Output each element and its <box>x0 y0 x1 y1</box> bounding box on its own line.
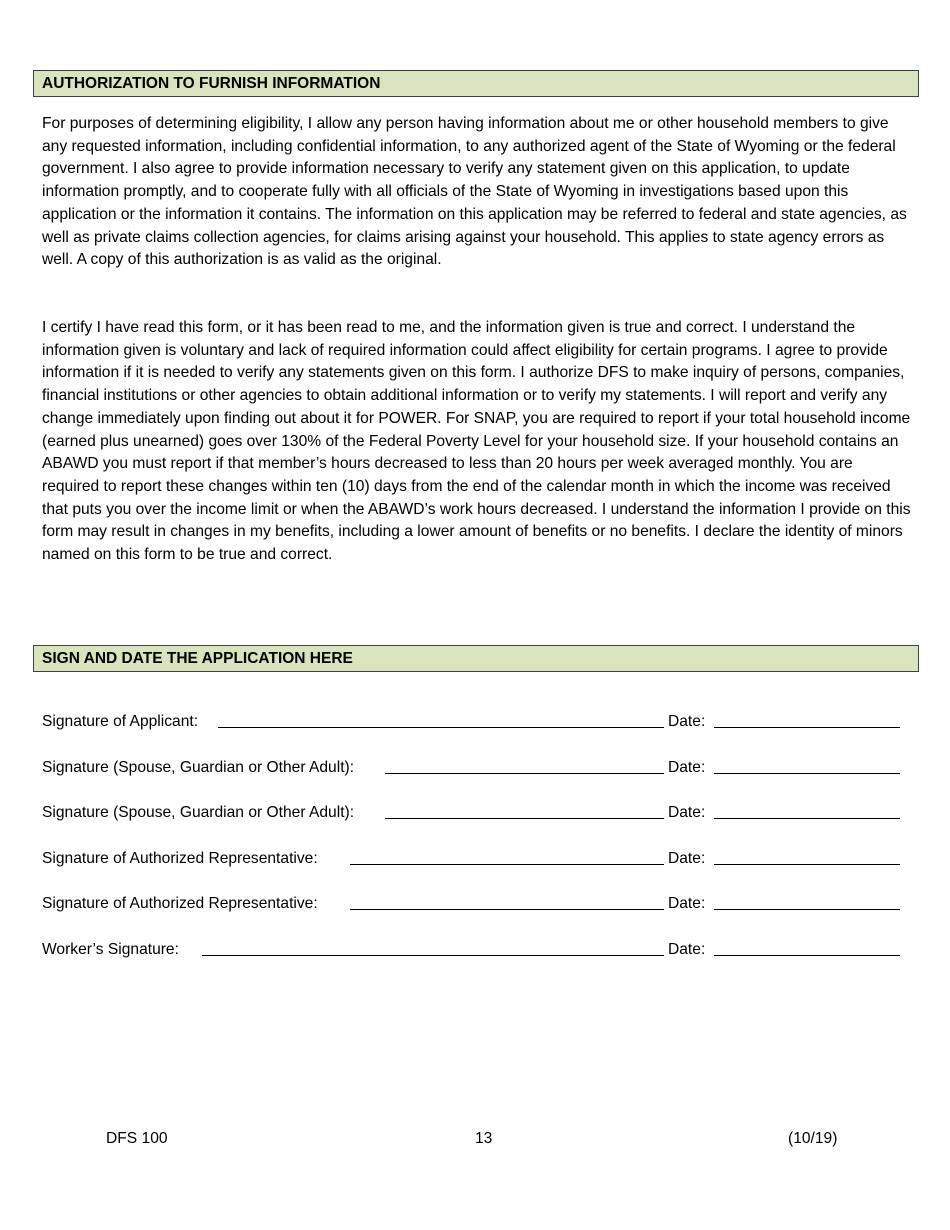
date-label: Date: <box>668 713 706 730</box>
signature-row-representative-1 <box>42 848 902 870</box>
signature-row-applicant <box>42 711 902 733</box>
certification-paragraph: I certify I have read this form, or it has been read to me, and the information given is true and correct. I understand the information given is voluntary and lack of required information could affect eligibility for certain programs. I agree to provide information if it is needed to verify any statements given on this form. I authorize DFS to make inquiry of persons, companies, financial institutions or other agencies to obtain additional information or to verify my statements. I will report and verify any change immediately upon finding out about it for POWER. For SNAP, you are required to report if your total household income (earned plus unearned) goes over 130% of the Federal Poverty Level for your household size. If your household contains an ABAWD you must report if that member’s hours decreased to less than 20 hours per week averaged monthly. You are required to report these changes within ten (10) days from the end of the calendar month in which the income was received that puts you over the income limit or when the ABAWD’s work hours decreased. I understand the information I provide on this form may result in changes in my benefits, including a lower amount of benefits or no benefits. I declare the identity of minors named on this form to be true and correct. <box>42 319 911 564</box>
worker-date-field[interactable] <box>714 939 900 956</box>
applicant-signature-field[interactable] <box>218 711 664 728</box>
sign-section-header: SIGN AND DATE THE APPLICATION HERE <box>33 645 919 672</box>
date-label: Date: <box>668 759 706 776</box>
spouse-date-field-1[interactable] <box>714 757 900 774</box>
signature-row-worker <box>42 939 902 961</box>
spouse-date-field-2[interactable] <box>714 802 900 819</box>
footer-form-id: DFS 100 <box>106 1130 168 1147</box>
applicant-date-field[interactable] <box>714 711 900 728</box>
footer-revision: (10/19) <box>788 1130 838 1147</box>
worker-signature-field[interactable] <box>202 939 664 956</box>
date-label: Date: <box>668 895 706 912</box>
signature-label: Signature of Authorized Representative: <box>42 893 322 915</box>
signature-label: Signature (Spouse, Guardian or Other Adult): <box>42 802 358 824</box>
spouse-signature-field-1[interactable] <box>385 757 664 774</box>
date-label: Date: <box>668 804 706 821</box>
representative-date-field-2[interactable] <box>714 893 900 910</box>
signature-label: Worker’s Signature: <box>42 939 183 961</box>
signature-row-representative-2 <box>42 893 902 915</box>
representative-signature-field-1[interactable] <box>350 848 664 865</box>
date-label: Date: <box>668 941 706 958</box>
date-label: Date: <box>668 850 706 867</box>
footer-page-number: 13 <box>475 1130 493 1147</box>
signature-label: Signature of Applicant: <box>42 711 202 733</box>
representative-date-field-1[interactable] <box>714 848 900 865</box>
spouse-signature-field-2[interactable] <box>385 802 664 819</box>
signature-row-spouse-1 <box>42 757 902 779</box>
signature-label: Signature (Spouse, Guardian or Other Adult): <box>42 757 358 779</box>
representative-signature-field-2[interactable] <box>350 893 664 910</box>
signature-row-spouse-2 <box>42 802 902 824</box>
authorization-section-header: AUTHORIZATION TO FURNISH INFORMATION <box>33 70 919 97</box>
authorization-paragraph: For purposes of determining eligibility, I allow any person having information about me or other household members to give any requested information, including confidential information, to any authorized agent of the State of Wyoming or the federal government. I also agree to provide information necessary to verify any statement given on this application, to update information promptly, and to cooperate fully with all officials of the State of Wyoming in investigations based upon this application or the information it contains. The information on this application may be referred to federal and state agencies, as well as private claims collection agencies, for claims arising against your household. This applies to state agency errors as well. A copy of this authorization is as valid as the original. <box>42 115 907 269</box>
signature-label: Signature of Authorized Representative: <box>42 848 322 870</box>
